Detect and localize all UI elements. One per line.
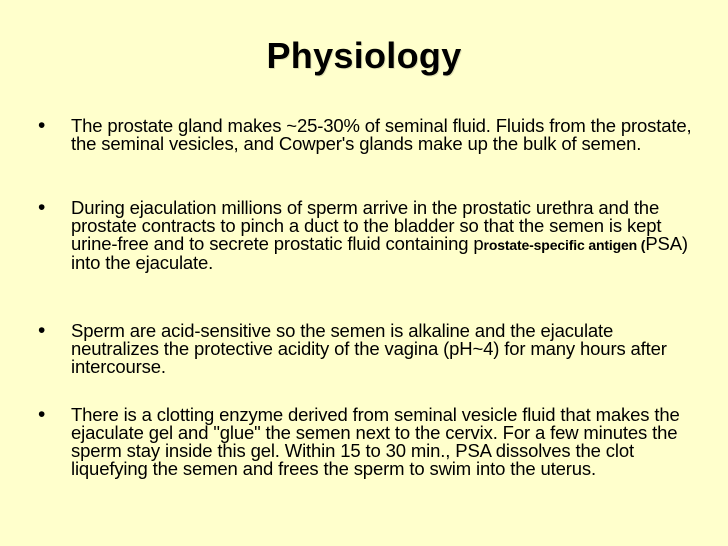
bullet-marker: • xyxy=(38,319,46,342)
psa-term-emphasis: rostate-specific antigen ( xyxy=(483,237,646,253)
bullet-marker: • xyxy=(38,196,46,219)
bullet-text xyxy=(71,199,701,272)
bullet-text-after: PSA) into the ejaculate. xyxy=(71,233,688,273)
bullet-text: Sperm are acid-sensitive so the semen is alkaline and the ejaculate neutralizes the protective acidity of the vagina (pH~4) for many hours after intercourse. xyxy=(71,320,667,377)
bullet-text-before: During ejaculation millions of sperm arrive in the prostatic urethra and the prostate contracts to pinch a duct to the bladder so that the semen is kept urine-free and to secrete prostatic fluid containing p xyxy=(71,197,662,254)
bullet-marker: • xyxy=(38,114,46,137)
bullet-text: The prostate gland makes ~25-30% of seminal fluid. Fluids from the prostate, the seminal vesicles, and Cowper's glands make up the bulk of semen. xyxy=(71,115,692,154)
bullet-marker: • xyxy=(38,403,46,426)
bullet-text: There is a clotting enzyme derived from seminal vesicle fluid that makes the ejaculate gel and "glue" the semen next to the cervix. For a few minutes the sperm stay inside this gel. Within 15 to 30 min., PSA dissolves the clot liquefying the semen and frees the sperm to swim into the uterus. xyxy=(71,404,680,479)
slide-title: Physiology xyxy=(266,35,462,76)
